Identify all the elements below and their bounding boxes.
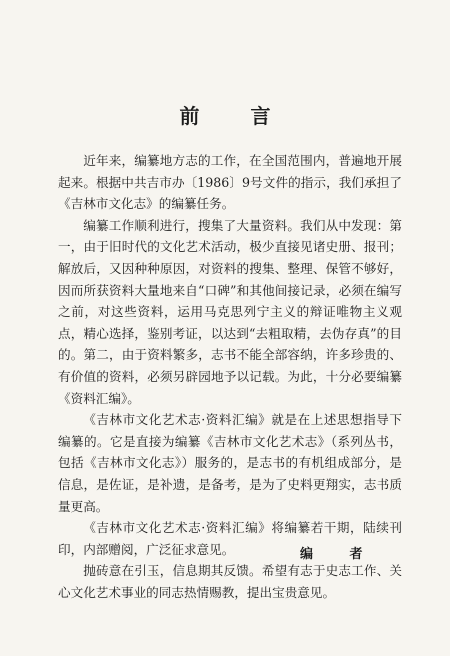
page-title: 前 言 [179,104,293,128]
paragraph-1: 近年来，编纂地方志的工作，在全国范围内，普遍地开展起来。根据中共吉市办〔1986〕9号文件的指示，我们承担了《吉林市文化志》的编纂任务。 [58,153,402,212]
paragraph-4: 《吉林市文化艺术志·资料汇编》将编纂若干期，陆续刊印，内部赠阅，广泛征求意见。 [58,520,402,557]
signature: 编 者 [300,547,379,562]
paragraph-2: 编纂工作顺利进行，搜集了大量资料。我们从中发现：第一，由于旧时代的文化艺术活动，极少直接见诸史册、报刊；解放后，又因种种原因，对资料的搜集、整理、保管不够好，因而所获资料大量地来自“口碑”和其他间接记录，必须在编写之前，对这些资料，运用马克思列宁主义的辩证唯物主义观点，精心选择，鉴别考证，以达到“去粗取精，去伪存真”的目的。第二，由于资料繁多，志书不能全部容纳，许多珍贵的、有价值的资料，必须另辟园地予以记载。为此，十分必要编纂《资料汇编》。 [58,217,402,406]
paragraph-5: 抛砖意在引玉，信息期其反馈。希望有志于史志工作、关心文化艺术事业的同志热情赐教，提出宝贵意见。 [58,563,402,600]
preface-body [58,150,402,603]
paragraph-3: 《吉林市文化艺术志·资料汇编》就是在上述思想指导下编纂的。它是直接为编纂《吉林市文化艺术志》（系列丛书，包括《吉林市文化志》）服务的，是志书的有机组成部分，是信息，是佐证，是补遗，是备考，是为了史料更翔实，志书质量更高。 [58,412,402,514]
